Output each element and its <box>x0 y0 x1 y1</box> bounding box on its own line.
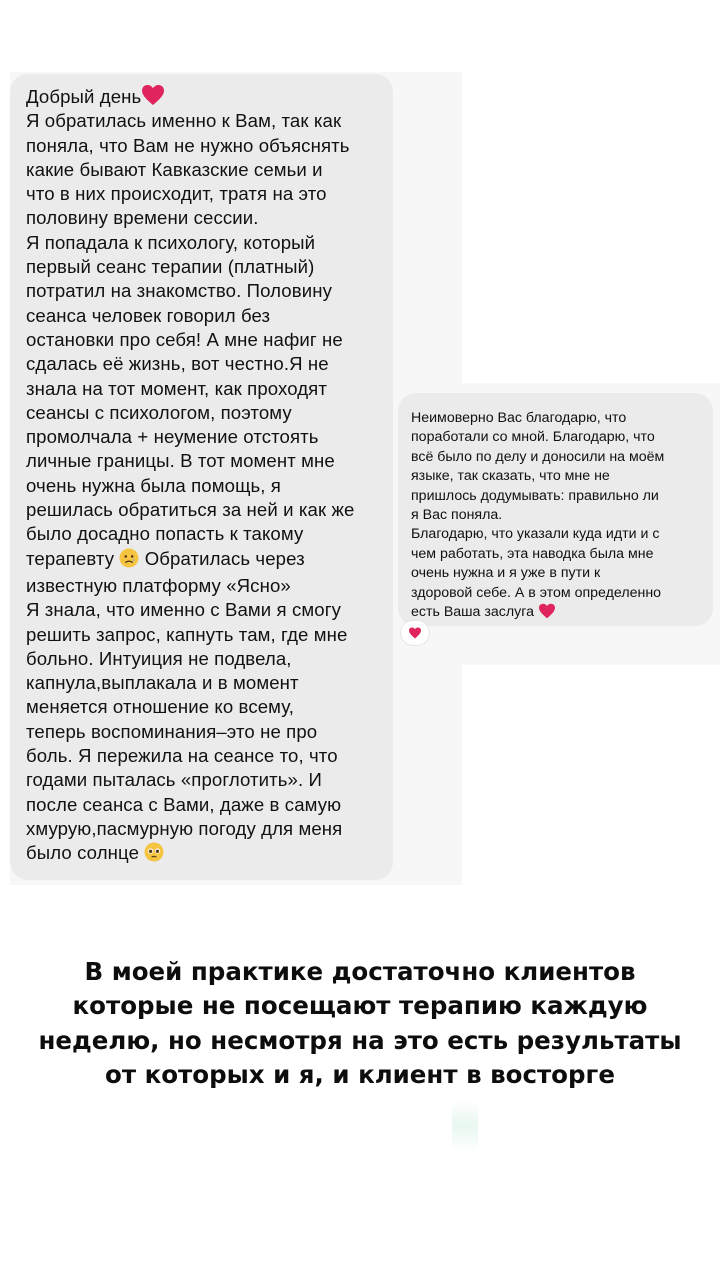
message-screenshot-right <box>395 383 720 665</box>
heart-reaction[interactable] <box>401 621 429 645</box>
message-bubble-left <box>10 74 393 880</box>
right-message-text <box>411 409 711 622</box>
left-body-continued-text: Обратилась через известную платформу «Ясно» Я знала, что именно с Вами я смогу решить запрос, капнуть там, где мне больно. Интуиция не подвела, капнула,выплакала и в момент меняется отношение ко всему, теперь воспоминания–это не про боль. Я пережила на сеансе то, что годами пыталась «проглотить». И после сеанса с Вами, даже в самую хмурую,пасмурную погоду для меня было солнце <box>26 547 348 864</box>
sad-face-icon <box>119 548 139 574</box>
heart-icon <box>141 84 165 106</box>
left-body-text: Я обратилась именно к Вам, так как поняла, что Вам не нужно объяснять какие бывают Кавказские семьи и что в них происходит, тратя на это половину времени сессии. Я попадала к психологу, который первый сеанс терапии (платный) потратил на знакомство. Половину сеанса человек говорил без остановки про себя! А мне нафиг не сдалась её жизнь, вот честно.Я не знала на тот момент, как проходят сеансы с психологом, поэтому промолчала + неумение отстоять личные границы. В тот момент мне очень нужна была помощь, я решилась обратиться за ней и как же было досадно попасть к такому терапевту <box>26 110 355 569</box>
heart-icon <box>538 603 556 619</box>
right-body-text: Неимоверно Вас благодарю, что поработали со мной. Благодарю, что всё было по делу и доносили на моём языке, так сказать, что мне не пришлось додумывать: правильно ли я Вас поняла. Благодарю, что указали куда идти и с чем работать, эта наводка была мне очень нужна и я уже в пути к здоровой себе. А в этом определенно есть Ваша заслуга <box>411 410 665 621</box>
greeting-text: Добрый день <box>26 86 142 107</box>
message-bubble-right <box>398 393 713 626</box>
decorative-sparkle <box>452 1100 478 1152</box>
pleading-face-icon <box>144 842 164 868</box>
heart-icon <box>408 627 422 639</box>
left-message-text <box>26 84 386 869</box>
caption-text: В моей практике достаточно клиентов которые не посещают терапию каждую неделю, но несмотря на это есть результаты от которых и я, и клиент в восторге <box>38 957 682 1089</box>
